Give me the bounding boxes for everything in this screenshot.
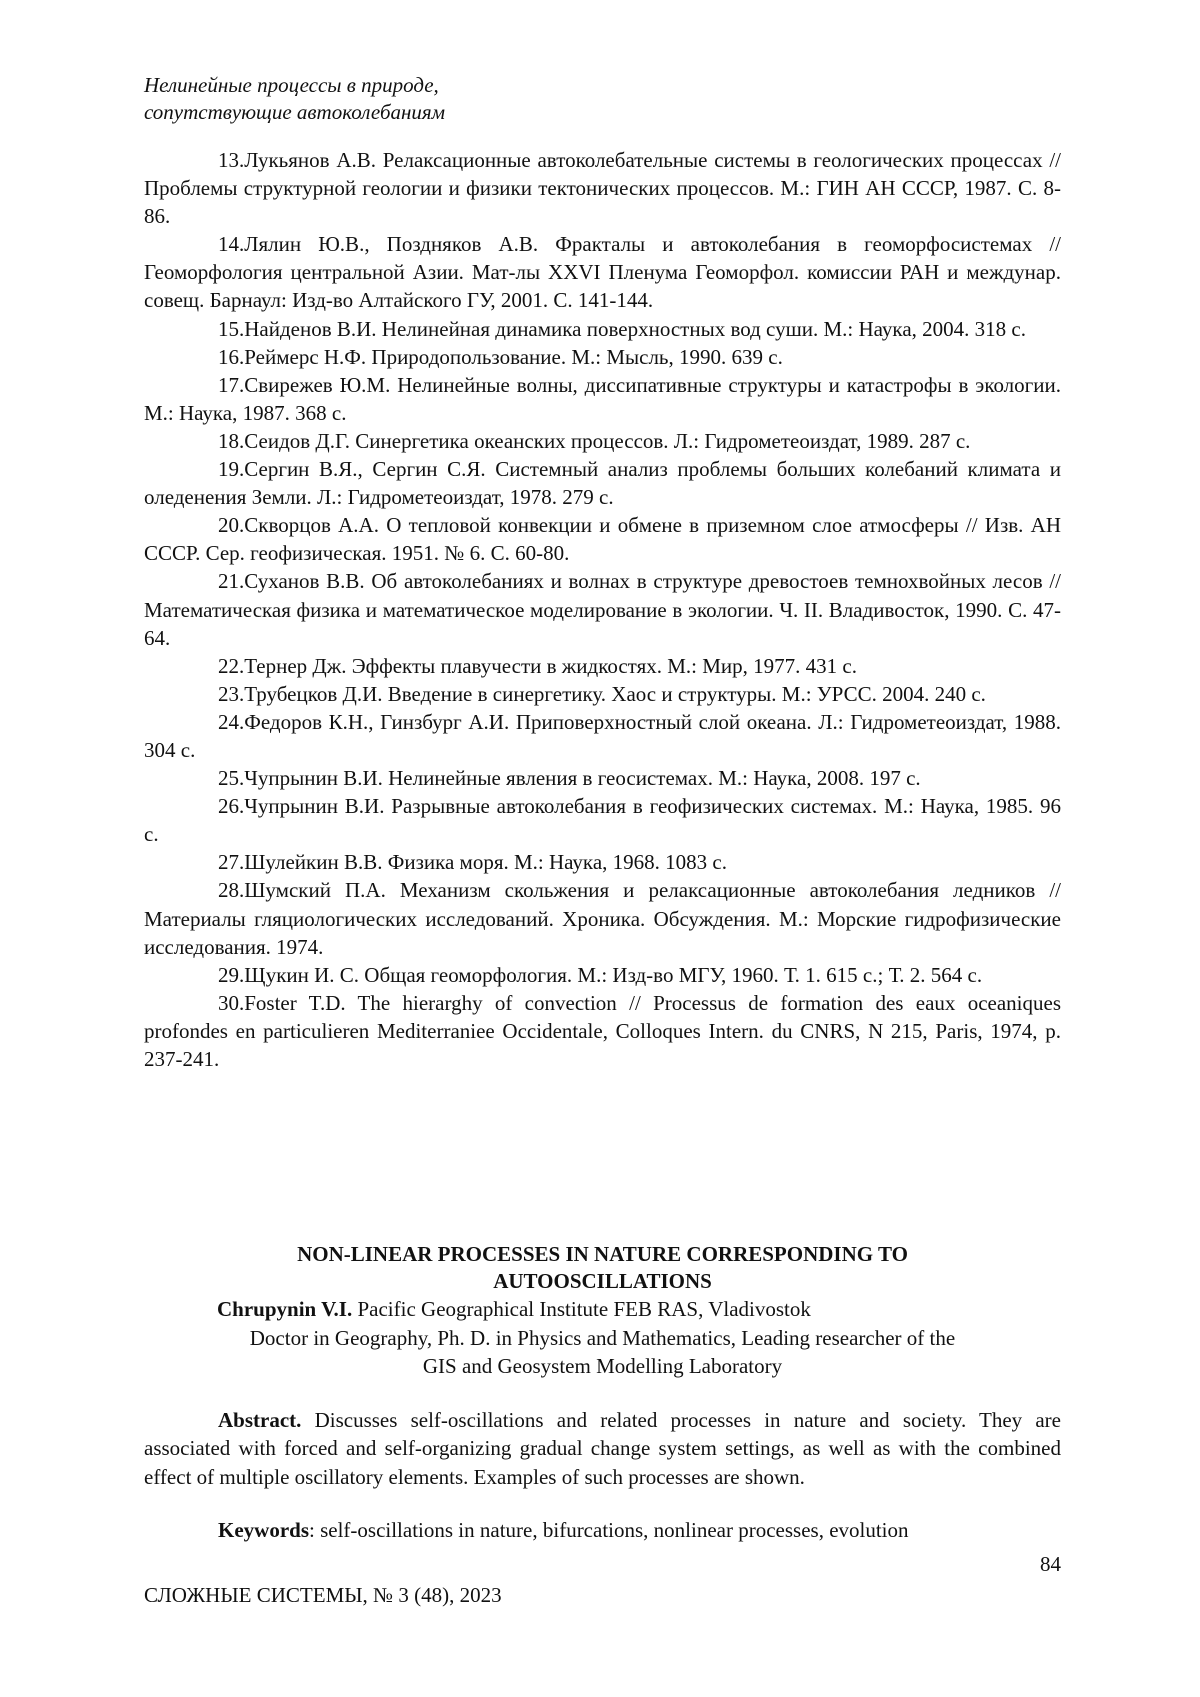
reference-item: 27.Шулейкин В.В. Физика моря. М.: Наука, 1968. 1083 с.	[144, 848, 1061, 876]
reference-item: 14.Лялин Ю.В., Поздняков А.В. Фракталы и автоколебания в геоморфосистемах // Геоморфология центральной Азии. Мат-лы XXVI Пленума Геоморфол. комиссии РАН и междунар. совещ. Барнаул: Изд-во Алтайского ГУ, 2001. С. 141-144.	[144, 230, 1061, 314]
reference-item: 26.Чупрынин В.И. Разрывные автоколебания в геофизических системах. М.: Наука, 1985. 96 с.	[144, 792, 1061, 848]
abstract-text: Discusses self-oscillations and related processes in nature and society. They are associated with forced and self-organizing gradual change system settings, as well as with the combined effect of multiple oscillatory elements. Examples of such processes are shown.	[144, 1408, 1061, 1489]
author-affiliation: Pacific Geographical Institute FEB RAS, Vladivostok	[352, 1297, 811, 1321]
english-title-line-2: AUTOOSCILLATIONS	[144, 1268, 1061, 1295]
author-line	[217, 1296, 811, 1323]
author-position-line-1: Doctor in Geography, Ph. D. in Physics and Mathematics, Leading researcher of the	[144, 1324, 1061, 1352]
reference-item: 23.Трубецков Д.И. Введение в синергетику. Хаос и структуры. М.: УРСС. 2004. 240 с.	[144, 680, 1061, 708]
abstract	[144, 1406, 1061, 1491]
reference-item: 22.Тернер Дж. Эффекты плавучести в жидкостях. М.: Мир, 1977. 431 с.	[144, 652, 1061, 680]
running-head-line-2: сопутствующие автоколебаниям	[144, 99, 445, 126]
keywords-label: Keywords	[218, 1518, 309, 1542]
keywords-text: : self-oscillations in nature, bifurcations, nonlinear processes, evolution	[309, 1518, 909, 1542]
reference-item: 21.Суханов В.В. Об автоколебаниях и волнах в структуре древостоев темнохвойных лесов // Математическая физика и математическое моделирование в экологии. Ч. II. Владивосток, 1990. С. 47-64.	[144, 567, 1061, 651]
reference-item: 13.Лукьянов А.В. Релаксационные автоколебательные системы в геологических процессах // Проблемы структурной геологии и физики тектонических процессов. М.: ГИН АН СССР, 1987. С. 8-86.	[144, 146, 1061, 230]
reference-item: 30.Foster T.D. The hierarghy of convection // Processus de formation des eaux oceaniques profondes en particulieren Mediterraniee Occidentale, Colloques Intern. du CNRS, N 215, Paris, 1974, p. 237-241.	[144, 989, 1061, 1073]
reference-item: 18.Сеидов Д.Г. Синергетика океанских процессов. Л.: Гидрометеоиздат, 1989. 287 с.	[144, 427, 1061, 455]
author-position	[144, 1324, 1061, 1380]
running-head	[144, 72, 445, 126]
english-title-line-1: NON-LINEAR PROCESSES IN NATURE CORRESPONDING TO	[144, 1241, 1061, 1268]
reference-item: 24.Федоров К.Н., Гинзбург А.И. Приповерхностный слой океана. Л.: Гидрометеоиздат, 1988. 304 с.	[144, 708, 1061, 764]
page-number: 84	[1040, 1552, 1061, 1577]
abstract-label: Abstract.	[218, 1408, 301, 1432]
reference-item: 25.Чупрынин В.И. Нелинейные явления в геосистемах. М.: Наука, 2008. 197 с.	[144, 764, 1061, 792]
journal-footer: СЛОЖНЫЕ СИСТЕМЫ, № 3 (48), 2023	[144, 1583, 502, 1608]
reference-item: 19.Сергин В.Я., Сергин С.Я. Системный анализ проблемы больших колебаний климата и оледенения Земли. Л.: Гидрометеоиздат, 1978. 279 с.	[144, 455, 1061, 511]
author-position-line-2: GIS and Geosystem Modelling Laboratory	[144, 1352, 1061, 1380]
reference-item: 20.Скворцов А.А. О тепловой конвекции и обмене в приземном слое атмосферы // Изв. АН СССР. Сер. геофизическая. 1951. № 6. С. 60-80.	[144, 511, 1061, 567]
english-title	[144, 1241, 1061, 1295]
reference-item: 17.Свирежев Ю.М. Нелинейные волны, диссипативные структуры и катастрофы в экологии. М.: Наука, 1987. 368 с.	[144, 371, 1061, 427]
reference-item: 16.Реймерс Н.Ф. Природопользование. М.: Мысль, 1990. 639 с.	[144, 343, 1061, 371]
author-name: Chrupynin V.I.	[217, 1297, 352, 1321]
reference-item: 29.Щукин И. С. Общая геоморфология. М.: Изд-во МГУ, 1960. Т. 1. 615 с.; Т. 2. 564 с.	[144, 961, 1061, 989]
running-head-line-1: Нелинейные процессы в природе,	[144, 72, 445, 99]
page	[0, 0, 1200, 1697]
reference-list	[144, 146, 1061, 1073]
reference-item: 15.Найденов В.И. Нелинейная динамика поверхностных вод суши. М.: Наука, 2004. 318 с.	[144, 315, 1061, 343]
keywords	[218, 1517, 909, 1544]
reference-item: 28.Шумский П.А. Механизм скольжения и релаксационные автоколебания ледников // Материалы гляциологических исследований. Хроника. Обсуждения. М.: Морские гидрофизические исследования. 1974.	[144, 876, 1061, 960]
